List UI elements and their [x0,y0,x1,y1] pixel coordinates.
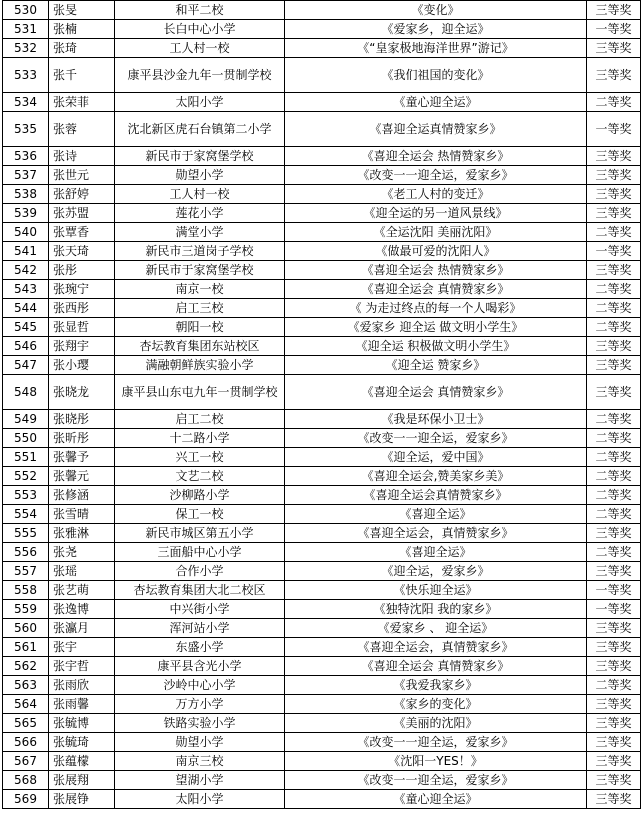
student-name: 张展铮 [49,790,115,809]
table-row [3,261,641,280]
row-number: 559 [3,600,49,619]
row-number: 543 [3,280,49,299]
student-name: 张千 [49,58,115,93]
award-level: 二等奖 [587,410,641,429]
work-title: 《改变一一迎全运，爱家乡》 [285,429,587,448]
school-name: 康平县山东屯九年一贯制学校 [115,375,285,410]
school-name: 和平二校 [115,1,285,20]
work-title: 《喜迎全运会 真情赞家乡》 [285,657,587,676]
school-name: 长白中心小学 [115,20,285,39]
award-level: 一等奖 [587,600,641,619]
school-name: 太阳小学 [115,790,285,809]
student-name: 张诗 [49,147,115,166]
student-name: 张馨元 [49,467,115,486]
award-level: 二等奖 [587,429,641,448]
row-number: 557 [3,562,49,581]
work-title: 《老工人村的变迁》 [285,185,587,204]
school-name: 合作小学 [115,562,285,581]
table-row [3,714,641,733]
table-row [3,581,641,600]
student-name: 张蕴檬 [49,752,115,771]
row-number: 564 [3,695,49,714]
school-name: 杏坛教育集团东站校区 [115,337,285,356]
row-number: 551 [3,448,49,467]
table-row [3,543,641,562]
award-level: 二等奖 [587,299,641,318]
school-name: 太阳小学 [115,93,285,112]
school-name: 满融朝鲜族实验小学 [115,356,285,375]
table-row [3,93,641,112]
row-number: 532 [3,39,49,58]
school-name: 浑河站小学 [115,619,285,638]
work-title: 《喜迎全运真情赞家乡》 [285,112,587,147]
school-name: 康平县含光小学 [115,657,285,676]
school-name: 勋望小学 [115,733,285,752]
row-number: 535 [3,112,49,147]
student-name: 张晓龙 [49,375,115,410]
award-level: 三等奖 [587,337,641,356]
school-name: 东盛小学 [115,638,285,657]
row-number: 533 [3,58,49,93]
student-name: 张雅淋 [49,524,115,543]
award-level: 一等奖 [587,20,641,39]
award-level: 二等奖 [587,486,641,505]
school-name: 新民市三道岗子学校 [115,242,285,261]
row-number: 554 [3,505,49,524]
work-title: 《我是环保小卫士》 [285,410,587,429]
row-number: 546 [3,337,49,356]
row-number: 534 [3,93,49,112]
work-title: 《我们祖国的变化》 [285,58,587,93]
award-level: 二等奖 [587,543,641,562]
school-name: 启工二校 [115,410,285,429]
student-name: 张馨予 [49,448,115,467]
school-name: 万方小学 [115,695,285,714]
table-row [3,638,641,657]
table-row [3,299,641,318]
student-name: 张昕彤 [49,429,115,448]
student-name: 张雨欣 [49,676,115,695]
award-level: 一等奖 [587,581,641,600]
work-title: 《美丽的沈阳》 [285,714,587,733]
table-row [3,356,641,375]
award-level: 三等奖 [587,166,641,185]
student-name: 张展翔 [49,771,115,790]
table-row [3,752,641,771]
row-number: 552 [3,467,49,486]
award-level: 三等奖 [587,752,641,771]
row-number: 549 [3,410,49,429]
table-row [3,657,641,676]
row-number: 537 [3,166,49,185]
row-number: 569 [3,790,49,809]
student-name: 张修涵 [49,486,115,505]
row-number: 567 [3,752,49,771]
award-level: 一等奖 [587,112,641,147]
table-row [3,223,641,242]
table-row [3,204,641,223]
table-row [3,695,641,714]
school-name: 朝阳一校 [115,318,285,337]
school-name: 铁路实验小学 [115,714,285,733]
row-number: 531 [3,20,49,39]
award-level: 二等奖 [587,280,641,299]
work-title: 《改变一一迎全运，爱家乡》 [285,733,587,752]
work-title: 《 为走过终点的每一个人喝彩》 [285,299,587,318]
award-level: 三等奖 [587,58,641,93]
row-number: 553 [3,486,49,505]
student-name: 张世元 [49,166,115,185]
school-name: 启工三校 [115,299,285,318]
table-row [3,39,641,58]
award-level: 二等奖 [587,467,641,486]
award-level: 三等奖 [587,375,641,410]
work-title: 《做最可爱的沈阳人》 [285,242,587,261]
school-name: 十二路小学 [115,429,285,448]
student-name: 张显哲 [49,318,115,337]
school-name: 工人村一校 [115,39,285,58]
row-number: 555 [3,524,49,543]
school-name: 保工一校 [115,505,285,524]
row-number: 538 [3,185,49,204]
row-number: 542 [3,261,49,280]
student-name: 张毓琦 [49,733,115,752]
table-row [3,467,641,486]
table-row [3,112,641,147]
work-title: 《迎全运，爱家乡》 [285,562,587,581]
award-level: 三等奖 [587,714,641,733]
work-title: 《迎全运 积极做文明小学生》 [285,337,587,356]
row-number: 547 [3,356,49,375]
work-title: 《变化》 [285,1,587,20]
award-level: 三等奖 [587,638,641,657]
table-row [3,280,641,299]
work-title: 《家乡的变化》 [285,695,587,714]
work-title: 《迎全运的另一道风景线》 [285,204,587,223]
row-number: 536 [3,147,49,166]
work-title: 《快乐迎全运》 [285,581,587,600]
student-name: 张荣菲 [49,93,115,112]
row-number: 560 [3,619,49,638]
work-title: 《全运沈阳 美丽沈阳》 [285,223,587,242]
work-title: 《喜迎全运》 [285,543,587,562]
student-name: 张旻 [49,1,115,20]
school-name: 文艺二校 [115,467,285,486]
work-title: 《喜迎全运会 真情赞家乡》 [285,375,587,410]
table-row [3,733,641,752]
table-row [3,619,641,638]
student-name: 张宇哲 [49,657,115,676]
work-title: 《童心迎全运》 [285,93,587,112]
row-number: 556 [3,543,49,562]
school-name: 沙柳路小学 [115,486,285,505]
student-name: 张楠 [49,20,115,39]
table-row [3,410,641,429]
student-name: 张翔宇 [49,337,115,356]
row-number: 544 [3,299,49,318]
school-name: 三面船中心小学 [115,543,285,562]
work-title: 《爱家乡 迎全运 做文明小学生》 [285,318,587,337]
school-name: 勋望小学 [115,166,285,185]
row-number: 558 [3,581,49,600]
award-level: 三等奖 [587,1,641,20]
student-name: 张尧 [49,543,115,562]
row-number: 568 [3,771,49,790]
work-title: 《改变一一迎全运，爱家乡》 [285,166,587,185]
work-title: 《童心迎全运》 [285,790,587,809]
row-number: 562 [3,657,49,676]
school-name: 满堂小学 [115,223,285,242]
work-title: 《喜迎全运会 热情赞家乡》 [285,261,587,280]
award-level: 三等奖 [587,695,641,714]
school-name: 工人村一校 [115,185,285,204]
student-name: 张艺萌 [49,581,115,600]
award-list-table [2,0,641,809]
award-level: 三等奖 [587,619,641,638]
award-level: 三等奖 [587,39,641,58]
row-number: 561 [3,638,49,657]
row-number: 566 [3,733,49,752]
table-row [3,524,641,543]
student-name: 张覃香 [49,223,115,242]
student-name: 张雪晴 [49,505,115,524]
award-level: 二等奖 [587,676,641,695]
table-row [3,147,641,166]
work-title: 《喜迎全运会 热情赞家乡》 [285,147,587,166]
school-name: 新民市于家窝堡学校 [115,261,285,280]
work-title: 《迎全运 赞家乡》 [285,356,587,375]
school-name: 杏坛教育集团大北二校区 [115,581,285,600]
award-level: 二等奖 [587,505,641,524]
table-row [3,1,641,20]
table-row [3,375,641,410]
student-name: 张西彤 [49,299,115,318]
table-row [3,448,641,467]
school-name: 莲花小学 [115,204,285,223]
student-name: 张瀛月 [49,619,115,638]
work-title: 《喜迎全运会真情赞家乡》 [285,486,587,505]
row-number: 539 [3,204,49,223]
table-row [3,676,641,695]
school-name: 望湖小学 [115,771,285,790]
work-title: 《沈阳一YES！》 [285,752,587,771]
school-name: 新民市于家窝堡学校 [115,147,285,166]
row-number: 550 [3,429,49,448]
student-name: 张天琦 [49,242,115,261]
student-name: 张琬宁 [49,280,115,299]
award-level: 三等奖 [587,204,641,223]
award-level: 三等奖 [587,562,641,581]
work-title: 《“皇家极地海洋世界”游记》 [285,39,587,58]
row-number: 540 [3,223,49,242]
student-name: 张彤 [49,261,115,280]
award-level: 二等奖 [587,448,641,467]
row-number: 545 [3,318,49,337]
work-title: 《独特沈阳 我的家乡》 [285,600,587,619]
student-name: 张舒婷 [49,185,115,204]
student-name: 张小璎 [49,356,115,375]
student-name: 张毓博 [49,714,115,733]
work-title: 《我爱我家乡》 [285,676,587,695]
table-row [3,58,641,93]
row-number: 563 [3,676,49,695]
table-row [3,185,641,204]
school-name: 兴工一校 [115,448,285,467]
table-row [3,790,641,809]
table-row [3,20,641,39]
school-name: 南京一校 [115,280,285,299]
award-level: 三等奖 [587,790,641,809]
row-number: 541 [3,242,49,261]
work-title: 《喜迎全运会，真情赞家乡》 [285,638,587,657]
table-row [3,429,641,448]
table-row [3,318,641,337]
school-name: 康平县沙金九年一贯制学校 [115,58,285,93]
work-title: 《喜迎全运会 真情赞家乡》 [285,280,587,299]
award-level: 二等奖 [587,223,641,242]
table-row [3,337,641,356]
school-name: 新民市城区第五小学 [115,524,285,543]
award-level: 三等奖 [587,261,641,280]
award-level: 三等奖 [587,356,641,375]
school-name: 沈北新区虎石台镇第二小学 [115,112,285,147]
work-title: 《改变一一迎全运，爱家乡》 [285,771,587,790]
award-level: 三等奖 [587,524,641,543]
award-level: 三等奖 [587,771,641,790]
work-title: 《喜迎全运会，真情赞家乡》 [285,524,587,543]
row-number: 548 [3,375,49,410]
award-level: 三等奖 [587,733,641,752]
table-row [3,600,641,619]
award-level: 三等奖 [587,147,641,166]
work-title: 《迎全运，爱中国》 [285,448,587,467]
award-level: 三等奖 [587,185,641,204]
table-row [3,166,641,185]
student-name: 张雨馨 [49,695,115,714]
award-level: 二等奖 [587,318,641,337]
student-name: 张苏盟 [49,204,115,223]
table-row [3,562,641,581]
school-name: 南京三校 [115,752,285,771]
school-name: 中兴街小学 [115,600,285,619]
work-title: 《爱家乡，迎全运》 [285,20,587,39]
student-name: 张蓉 [49,112,115,147]
work-title: 《喜迎全运》 [285,505,587,524]
work-title: 《爱家乡 、 迎全运》 [285,619,587,638]
row-number: 530 [3,1,49,20]
student-name: 张逸博 [49,600,115,619]
student-name: 张瑶 [49,562,115,581]
table-row [3,505,641,524]
award-level: 二等奖 [587,93,641,112]
table-row [3,486,641,505]
award-level: 三等奖 [587,657,641,676]
student-name: 张晓彤 [49,410,115,429]
award-level: 一等奖 [587,242,641,261]
table-row [3,242,641,261]
student-name: 张琦 [49,39,115,58]
table-row [3,771,641,790]
student-name: 张宇 [49,638,115,657]
row-number: 565 [3,714,49,733]
school-name: 沙岭中心小学 [115,676,285,695]
award-list-body [3,1,641,809]
work-title: 《喜迎全运会,赞美家乡美》 [285,467,587,486]
